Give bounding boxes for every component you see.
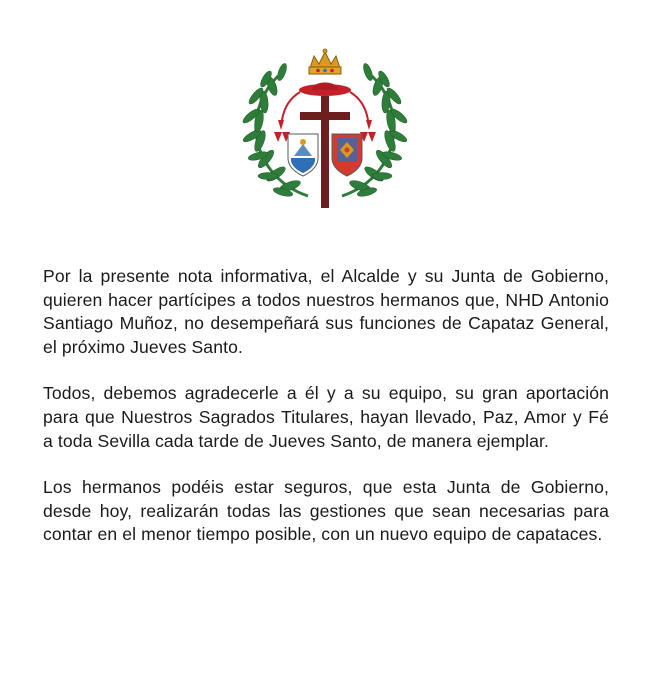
wreath-right-icon	[342, 62, 409, 198]
paragraph-commitment: Los hermanos podéis estar seguros, que esta Junta de Gobierno, desde hoy, realizarán todas las gestiones que sean necesarias para contar en el menor tiempo posible, con un nuevo equipo de capataces.	[43, 477, 609, 545]
coat-of-arms-icon	[238, 46, 412, 212]
wreath-left-icon	[241, 62, 308, 198]
shield-left-icon	[288, 134, 318, 176]
shield-right-icon	[332, 134, 362, 176]
crown-icon	[309, 49, 341, 74]
coat-of-arms-emblem	[238, 46, 412, 212]
paragraph-gratitude: Todos, debemos agradecerle a él y a su equipo, su gran aportación para que Nuestros Sagrados Titulares, hayan llevado, Paz, Amor y Fé a toda Sevilla cada tarde de Jueves Santo, de manera ejemplar.	[43, 383, 609, 451]
paragraph-announcement: Por la presente nota informativa, el Alcalde y su Junta de Gobierno, quieren hacer partícipes a todos nuestros hermanos que, NHD Antonio Santiago Muñoz, no desempeñará sus funciones de Capataz General, el próximo Jueves Santo.	[43, 266, 609, 357]
informative-note-body	[43, 265, 609, 547]
